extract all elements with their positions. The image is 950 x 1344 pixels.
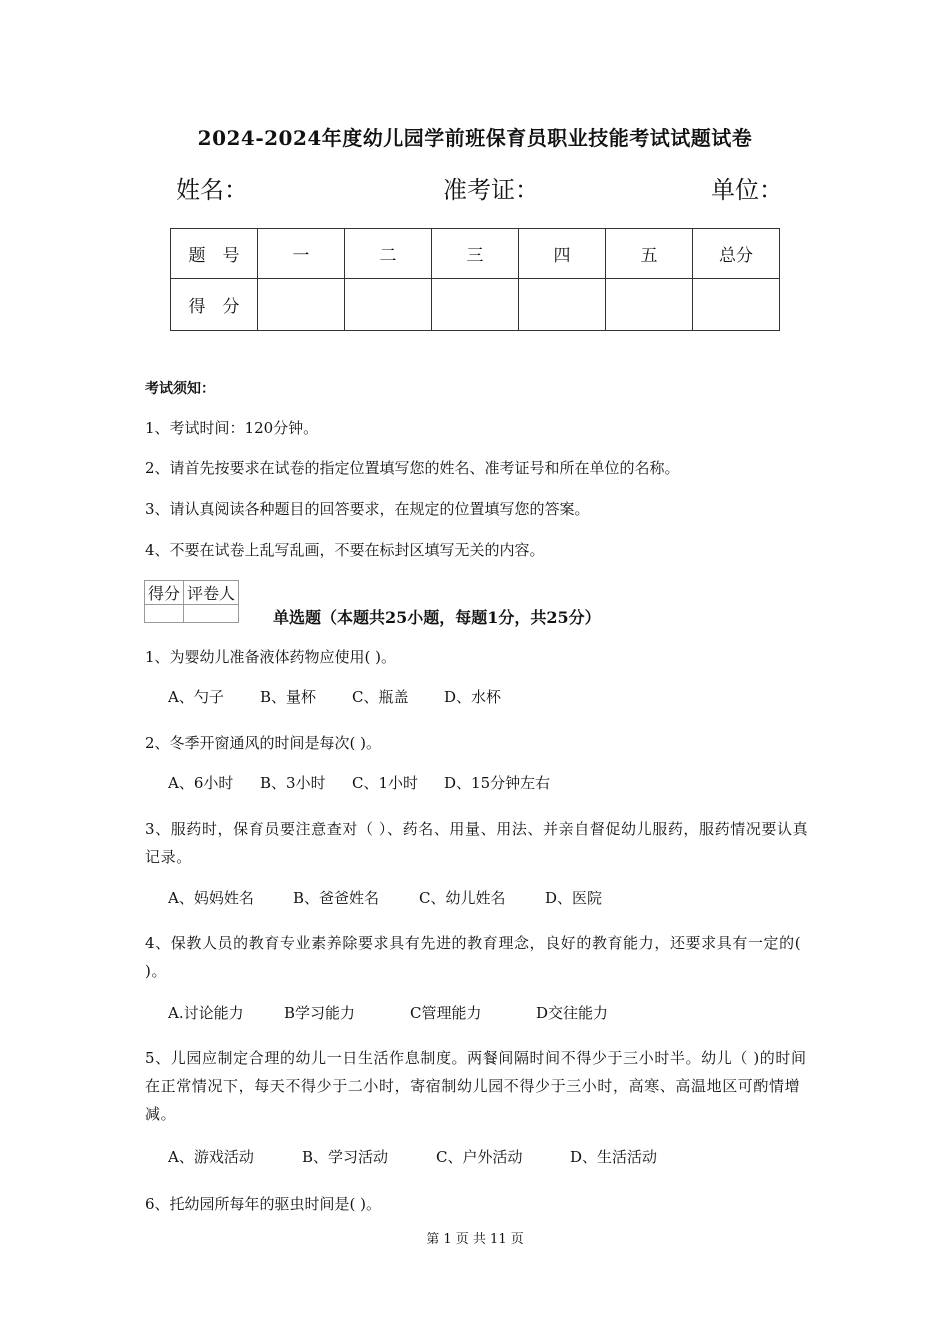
question-options	[168, 887, 602, 908]
option-d[interactable]: D、医院	[545, 889, 603, 907]
option-c[interactable]: C管理能力	[410, 1004, 482, 1022]
score-table-score-row	[171, 279, 780, 331]
page-footer: 第 1 页 共 11 页	[426, 1232, 524, 1247]
option-a[interactable]: A、勺子	[168, 688, 224, 706]
question-text: 5、儿园应制定合理的幼儿一日生活作息制度。两餐间隔时间不得少于三小时半。幼儿（ )的时间在正常情况下，每天不得少于二小时，寄宿制幼儿园不得少于三小时，高寒、高温地区可酌情增减。	[145, 1049, 807, 1123]
question-options	[168, 772, 550, 793]
option-b[interactable]: B、学习活动	[302, 1148, 389, 1166]
option-a[interactable]: A、6小时	[168, 774, 234, 792]
option-c[interactable]: C、幼儿姓名	[419, 889, 506, 907]
option-b[interactable]: B、3小时	[260, 774, 326, 792]
notice-item: 3、请认真阅读各种题目的回答要求，在规定的位置填写您的答案。	[145, 500, 590, 518]
exam-title: 2024-2024年度幼儿园学前班保育员职业技能考试试题试卷	[197, 126, 753, 150]
question-options	[168, 686, 501, 707]
grader-score-label: 得分	[145, 581, 184, 605]
option-b[interactable]: B、爸爸姓名	[293, 889, 380, 907]
grader-name-label: 评卷人	[184, 581, 239, 605]
unit-field-label: 单位：	[711, 176, 783, 204]
name-field-label: 姓名：	[176, 176, 248, 204]
score-cell[interactable]	[345, 279, 432, 331]
notice-item: 2、请首先按要求在试卷的指定位置填写您的姓名、准考证号和所在单位的名称。	[145, 459, 680, 477]
option-c[interactable]: C、瓶盖	[352, 688, 409, 706]
question-text: 3、服药时，保育员要注意查对（ ）、药名、用量、用法、并亲自督促幼儿服药，服药情况要认真记录。	[145, 820, 809, 866]
score-header-cell: 题 号	[171, 229, 258, 279]
score-row-label: 得 分	[171, 279, 258, 331]
grader-score-cell[interactable]	[145, 605, 184, 623]
option-c[interactable]: C、户外活动	[436, 1148, 523, 1166]
option-a[interactable]: A、妈妈姓名	[168, 889, 254, 907]
question-options	[168, 1002, 608, 1023]
section-title: 单选题（本题共25小题，每题1分，共25分）	[273, 608, 601, 627]
grader-box	[144, 580, 239, 623]
grader-name-cell[interactable]	[184, 605, 239, 623]
option-b[interactable]: B学习能力	[284, 1004, 356, 1022]
score-cell[interactable]	[519, 279, 606, 331]
question-text: 4、保教人员的教育专业素养除要求具有先进的教育理念，良好的教育能力，还要求具有一定的( )。	[145, 934, 802, 980]
option-d[interactable]: D、15分钟左右	[444, 774, 551, 792]
score-header-cell: 总分	[693, 229, 780, 279]
score-table	[170, 228, 780, 331]
question-text: 2、冬季开窗通风的时间是每次( )。	[145, 734, 382, 752]
score-cell[interactable]	[606, 279, 693, 331]
question-options	[168, 1146, 657, 1167]
score-cell[interactable]	[258, 279, 345, 331]
score-table-header-row	[171, 229, 780, 279]
question-text: 6、托幼园所每年的驱虫时间是( )。	[145, 1195, 382, 1213]
option-d[interactable]: D交往能力	[536, 1004, 609, 1022]
question-text: 1、为婴幼儿准备液体药物应使用( )。	[145, 648, 397, 666]
score-cell[interactable]	[432, 279, 519, 331]
option-c[interactable]: C、1小时	[352, 774, 419, 792]
exam-id-field-label: 准考证：	[443, 176, 539, 204]
option-b[interactable]: B、量杯	[260, 688, 317, 706]
option-d[interactable]: D、生活活动	[570, 1148, 658, 1166]
option-d[interactable]: D、水杯	[444, 688, 502, 706]
score-header-cell: 三	[432, 229, 519, 279]
score-header-cell: 二	[345, 229, 432, 279]
notice-heading: 考试须知：	[145, 381, 215, 397]
score-header-cell: 一	[258, 229, 345, 279]
notice-item: 4、不要在试卷上乱写乱画，不要在标封区填写无关的内容。	[145, 541, 545, 559]
notice-item: 1、考试时间：120分钟。	[145, 419, 319, 437]
score-cell[interactable]	[693, 279, 780, 331]
option-a[interactable]: A、游戏活动	[168, 1148, 254, 1166]
option-a[interactable]: A.讨论能力	[168, 1004, 244, 1022]
score-header-cell: 四	[519, 229, 606, 279]
score-header-cell: 五	[606, 229, 693, 279]
